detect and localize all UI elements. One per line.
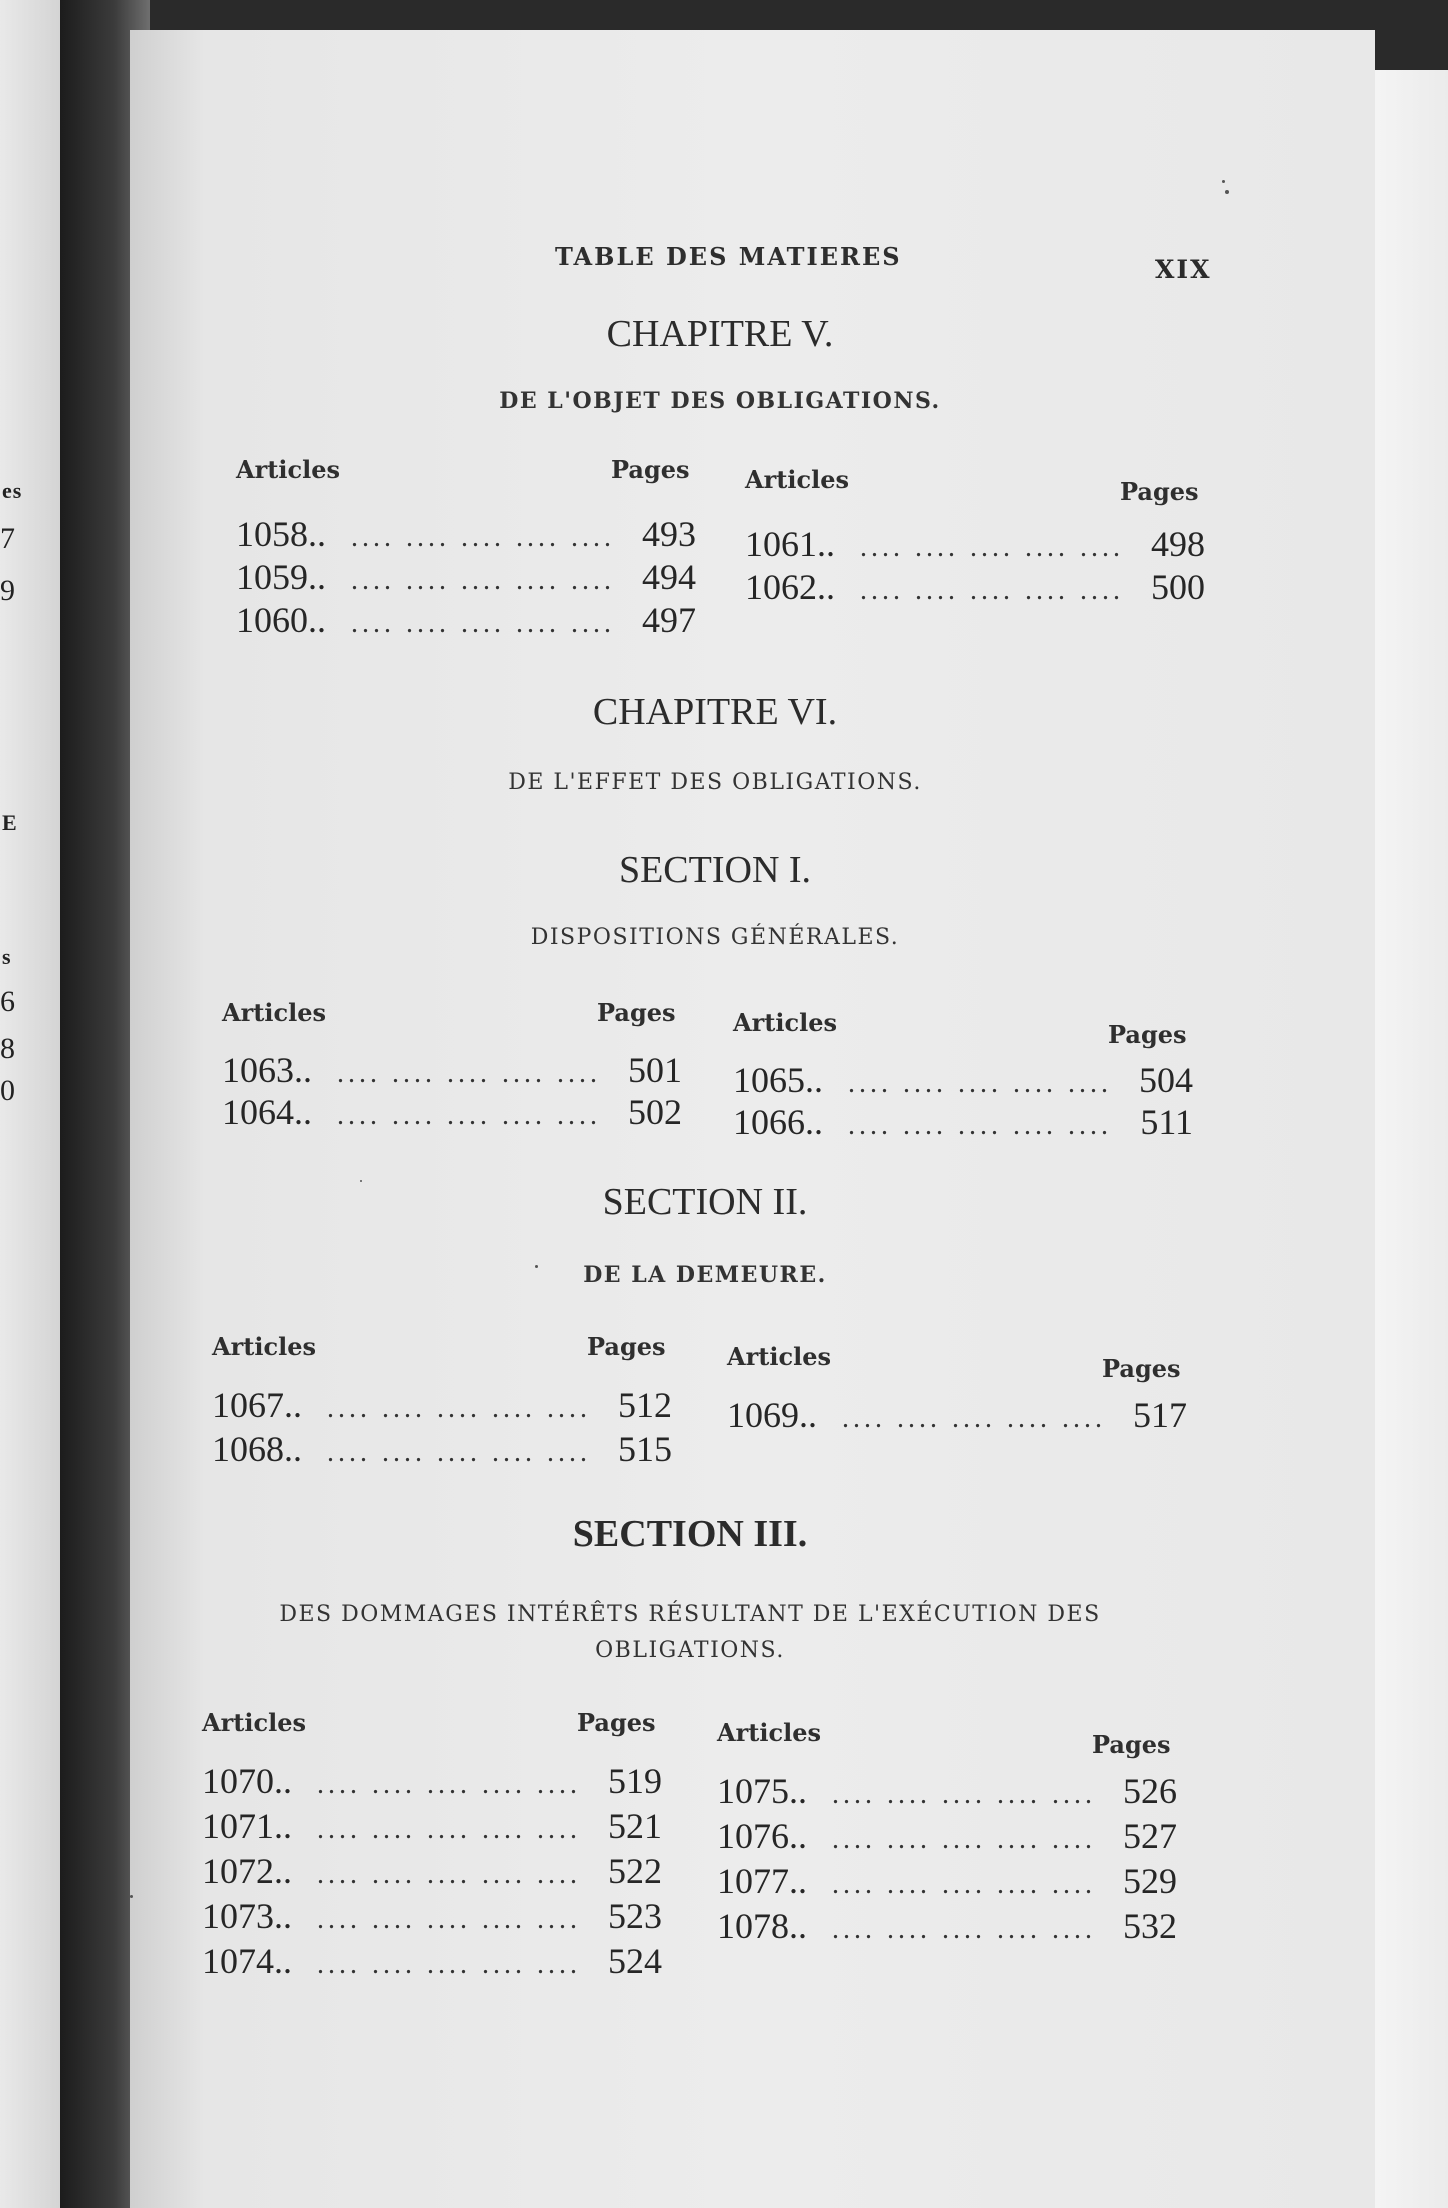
section-subtitle: DES DOMMAGES INTÉRÊTS RÉSULTANT DE L'EXÉCUTION DES [279, 1602, 1101, 1627]
article-number: 1064.. [222, 1092, 312, 1132]
toc-entry-left [202, 1850, 662, 1892]
page-reference: 511 [1140, 1102, 1193, 1142]
toc-entry-left [202, 1895, 662, 1937]
pages-header: Pages [1120, 477, 1199, 506]
article-number: 1063.. [222, 1050, 312, 1090]
page-reference: 498 [1151, 524, 1205, 564]
toc-entry-right [733, 1101, 1193, 1143]
page-reference: 504 [1139, 1060, 1193, 1100]
dot-leader: .... .... .... .... .... [832, 1869, 1096, 1900]
left-page-fragment: es [2, 478, 23, 503]
dust-speck [130, 1895, 133, 1898]
articles-header: Articles [745, 465, 849, 494]
dot-leader: .... .... .... .... .... [317, 1949, 581, 1980]
dot-leader: .... .... .... .... .... [848, 1110, 1112, 1141]
articles-header: Articles [727, 1342, 831, 1371]
toc-entry-right [727, 1394, 1187, 1436]
article-number: 1062.. [745, 567, 835, 607]
article-number: 1059.. [236, 557, 326, 597]
dot-leader: .... .... .... .... .... [327, 1393, 591, 1424]
toc-entry-right [717, 1815, 1177, 1857]
article-number: 1078.. [717, 1906, 807, 1946]
article-number: 1077.. [717, 1861, 807, 1901]
page-reference: 493 [642, 514, 696, 554]
pages-header: Pages [1092, 1730, 1171, 1759]
left-page-fragment: 0 [0, 1074, 15, 1107]
dot-leader: .... .... .... .... .... [832, 1779, 1096, 1810]
article-number: 1068.. [212, 1429, 302, 1469]
article-number: 1066.. [733, 1102, 823, 1142]
pages-header: Pages [597, 998, 676, 1027]
pages-header: Pages [577, 1708, 656, 1737]
toc-entry-right [745, 566, 1205, 608]
section-title: CHAPITRE VI. [592, 691, 838, 733]
section-title: SECTION II. [602, 1181, 808, 1223]
dot-leader: .... .... .... .... .... [351, 608, 615, 639]
left-page-fragment: 8 [0, 1032, 15, 1065]
pages-header: Pages [611, 455, 690, 484]
page-reference: 526 [1123, 1771, 1177, 1811]
left-page-fragment: E [2, 810, 18, 835]
dot-leader: .... .... .... .... .... [842, 1403, 1106, 1434]
left-page-fragment: 7 [0, 522, 15, 555]
dot-leader: .... .... .... .... .... [317, 1814, 581, 1845]
page-reference: 527 [1123, 1816, 1177, 1856]
page-reference: 519 [608, 1761, 662, 1801]
dot-leader: .... .... .... .... .... [317, 1904, 581, 1935]
page-reference: 515 [618, 1429, 672, 1469]
article-number: 1060.. [236, 600, 326, 640]
articles-header: Articles [717, 1718, 821, 1747]
dot-leader: .... .... .... .... .... [317, 1769, 581, 1800]
page-reference: 500 [1151, 567, 1205, 607]
page-reference: 522 [608, 1851, 662, 1891]
section-title: CHAPITRE V. [606, 313, 834, 355]
page-reference: 497 [642, 600, 696, 640]
page-reference: 532 [1123, 1906, 1177, 1946]
dot-leader: .... .... .... .... .... [860, 575, 1124, 606]
toc-entry-left [236, 556, 696, 598]
section-subtitle: DE L'OBJET DES OBLIGATIONS. [499, 388, 941, 414]
page-reference: 523 [608, 1896, 662, 1936]
dust-speck [360, 1180, 362, 1182]
dot-leader: .... .... .... .... .... [832, 1914, 1096, 1945]
dust-speck [1225, 190, 1229, 194]
pages-header: Pages [1108, 1020, 1187, 1049]
dot-leader: .... .... .... .... .... [317, 1859, 581, 1890]
toc-entry-left [222, 1049, 682, 1091]
section-title: SECTION III. [572, 1513, 808, 1555]
articles-header: Articles [733, 1008, 837, 1037]
article-number: 1074.. [202, 1941, 292, 1981]
toc-entry-right [733, 1059, 1193, 1101]
dot-leader: .... .... .... .... .... [832, 1824, 1096, 1855]
pages-header: Pages [587, 1332, 666, 1361]
article-number: 1061.. [745, 524, 835, 564]
toc-entry-left [236, 513, 696, 555]
page-reference: 512 [618, 1385, 672, 1425]
toc-entry-right [745, 523, 1205, 565]
dust-speck [1222, 180, 1225, 183]
section-subtitle: DE LA DEMEURE. [583, 1262, 827, 1288]
toc-entry-right [717, 1860, 1177, 1902]
article-number: 1069.. [727, 1395, 817, 1435]
left-page-fragment: s [2, 944, 12, 969]
article-number: 1071.. [202, 1806, 292, 1846]
page-number: XIX [1155, 255, 1212, 284]
toc-entry-left [202, 1940, 662, 1982]
articles-header: Articles [222, 998, 326, 1027]
dot-leader: .... .... .... .... .... [327, 1437, 591, 1468]
toc-entry-left [212, 1384, 672, 1426]
dot-leader: .... .... .... .... .... [848, 1068, 1112, 1099]
section-subtitle: DISPOSITIONS GÉNÉRALES. [530, 925, 900, 950]
section-subtitle: OBLIGATIONS. [595, 1638, 785, 1663]
section-subtitle: DE L'EFFET DES OBLIGATIONS. [508, 770, 922, 795]
article-number: 1075.. [717, 1771, 807, 1811]
article-number: 1067.. [212, 1385, 302, 1425]
article-number: 1072.. [202, 1851, 292, 1891]
article-number: 1058.. [236, 514, 326, 554]
articles-header: Articles [236, 455, 340, 484]
toc-entry-left [212, 1428, 672, 1470]
page-stack-edge [1375, 70, 1448, 2208]
toc-entry-left [236, 599, 696, 641]
articles-header: Articles [212, 1332, 316, 1361]
left-page-fragment: 6 [0, 985, 15, 1018]
pages-header: Pages [1102, 1354, 1181, 1383]
dot-leader: .... .... .... .... .... [351, 565, 615, 596]
article-number: 1073.. [202, 1896, 292, 1936]
dot-leader: .... .... .... .... .... [337, 1100, 601, 1131]
dust-speck [535, 1265, 538, 1268]
page-reference: 501 [628, 1050, 682, 1090]
page-reference: 529 [1123, 1861, 1177, 1901]
article-number: 1065.. [733, 1060, 823, 1100]
dot-leader: .... .... .... .... .... [337, 1058, 601, 1089]
toc-entry-left [222, 1091, 682, 1133]
page-reference: 502 [628, 1092, 682, 1132]
toc-entry-left [202, 1805, 662, 1847]
dot-leader: .... .... .... .... .... [860, 532, 1124, 563]
article-number: 1070.. [202, 1761, 292, 1801]
toc-entry-right [717, 1770, 1177, 1812]
toc-entry-left [202, 1760, 662, 1802]
page-reference: 517 [1133, 1395, 1187, 1435]
page-reference: 494 [642, 557, 696, 597]
toc-entry-right [717, 1905, 1177, 1947]
left-page-fragment: 9 [0, 574, 15, 607]
articles-header: Articles [202, 1708, 306, 1737]
section-title: SECTION I. [618, 849, 812, 891]
article-number: 1076.. [717, 1816, 807, 1856]
running-header: TABLE DES MATIERES [555, 242, 902, 271]
page-reference: 521 [608, 1806, 662, 1846]
page-reference: 524 [608, 1941, 662, 1981]
dot-leader: .... .... .... .... .... [351, 522, 615, 553]
